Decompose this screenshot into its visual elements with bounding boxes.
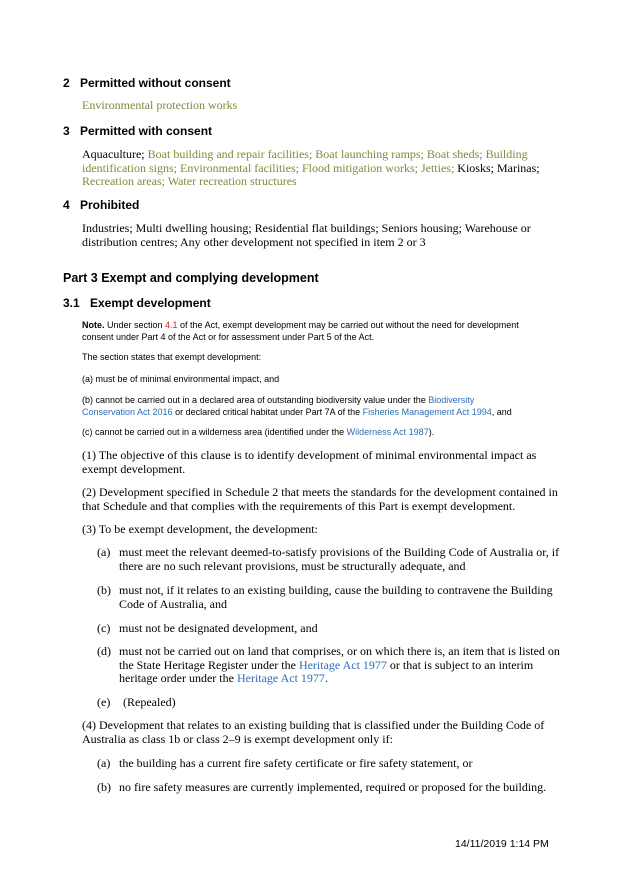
heritage-act-link-2[interactable]: Heritage Act 1977: [236, 671, 325, 685]
note-states: The section states that exempt development:: [82, 352, 262, 362]
heading-exempt-development: 3.1 Exempt development: [63, 296, 211, 310]
heading-prohibited: 4 Prohibited: [63, 198, 140, 212]
note-item-a: (a) must be of minimal environmental impact, and: [82, 374, 280, 384]
clause-4: (4) Development that relates to an existing building that is classified under the Building Code of Australia as class 1b or class 2–9 is exempt development only if:: [82, 718, 545, 746]
note-block: Note. Under section 4.1 of the Act, exempt development may be carried out without the need for development consent under Part 4 of the Act or for assessment under Part 5 of the Act.: [82, 320, 519, 342]
clause-4a: (a) the building has a current fire safety certificate or fire safety statement, or: [97, 756, 473, 770]
part-3-heading: Part 3 Exempt and complying development: [63, 271, 319, 285]
clause-3-intro: (3) To be exempt development, the development:: [82, 522, 318, 536]
biodiversity-act-link[interactable]: Biodiversity: [428, 395, 475, 405]
clause-1: (1) The objective of this clause is to identify development of minimal environmental impact as exempt development.: [82, 448, 537, 476]
wilderness-act-link[interactable]: Wilderness Act 1987: [346, 427, 429, 437]
clause-3a: (a) must meet the relevant deemed-to-satisfy provisions of the Building Code of Australia or, if there are no such relevant provisions, must be structurally adequate, and: [97, 545, 560, 573]
biodiversity-act-link-cont[interactable]: Conservation Act 2016: [82, 406, 173, 417]
clause-3e: (e) (Repealed): [97, 695, 176, 709]
clause-4b: (b) no fire safety measures are currently implemented, required or proposed for the building.: [97, 780, 547, 794]
heritage-act-link-1[interactable]: Heritage Act 1977: [298, 657, 387, 672]
permitted-without-consent-text: Environmental protection works: [82, 98, 238, 112]
note-item-b: (b) cannot be carried out in a declared area of outstanding biodiversity value under the Biodiversity Conservation Act 2016 or declared critical habitat under Part 7A of the Fisheries Management Act 1994, and: [82, 395, 512, 417]
section-4-1-link[interactable]: 4.1: [165, 320, 178, 330]
clause-3c: (c) must not be designated development, and: [97, 621, 318, 635]
clause-3d: (d) must not be carried out on land that comprises, or on which there is, an item that is listed on the State Heritage Register under the Heritage Act 1977 or that is subject to an interim heritage order under the Heritage Act 1977.: [97, 644, 560, 685]
prohibited-text: Industries; Multi dwelling housing; Residential flat buildings; Seniors housing; Warehouse or distribution centres; Any other development not specified in item 2 or 3: [82, 221, 531, 249]
heading-permitted-with-consent: 3 Permitted with consent: [63, 124, 213, 138]
clause-2: (2) Development specified in Schedule 2 that meets the standards for the development contained in that Schedule and that complies with the requirements of this Part is exempt development.: [82, 485, 558, 513]
note-item-c: (c) cannot be carried out in a wilderness area (identified under the Wilderness Act 1987).: [82, 427, 435, 437]
permitted-with-consent-text: Aquaculture; Boat building and repair facilities; Boat launching ramps; Boat sheds; Building identification signs; Environmental facilities; Flood mitigation works; Jetties; Kiosks; Marinas; Recreation areas; Water recreation structures: [82, 147, 540, 188]
fisheries-act-link[interactable]: Fisheries Management Act 1994: [362, 406, 492, 417]
print-timestamp: 14/11/2019 1:14 PM: [455, 838, 549, 850]
clause-3b: (b) must not, if it relates to an existing building, cause the building to contravene the Building Code of Australia, and: [97, 583, 553, 611]
heading-permitted-without-consent: 2 Permitted without consent: [63, 76, 231, 90]
